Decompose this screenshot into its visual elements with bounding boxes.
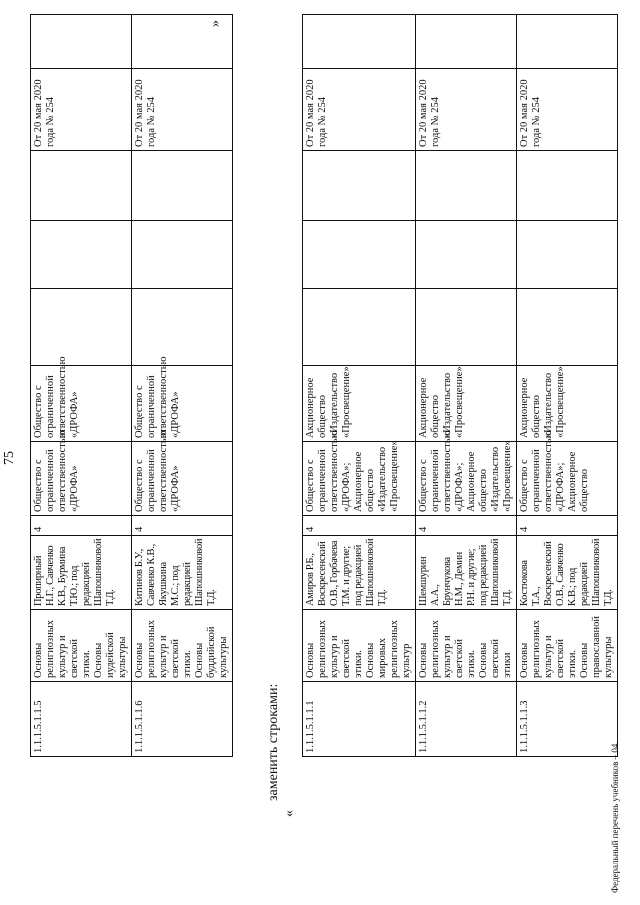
cell-date: От 20 мая 2020 года № 254 [517, 69, 618, 151]
cell-empty [132, 151, 233, 221]
cell-date: От 20 мая 2020 года № 254 [303, 69, 416, 151]
cell-title: Основы религиозных культур и светской этики. Основы буддийской культуры [132, 610, 233, 682]
cell-empty [132, 221, 233, 289]
cell-title: Основы религиозных культур и светской этики. Основы иудейской культуры [31, 610, 132, 682]
cell-grade: 4 [132, 516, 233, 536]
cell-grade: 4 [31, 516, 132, 536]
table-row [517, 15, 618, 757]
cell-code: 1.1.1.5.1.1.2 [416, 682, 517, 757]
cell-authors: Пропирный Н.Г., Савченко К.В., Бурмина Т.Ю.; под редакцией Шапошниковой Т.Д. [31, 536, 132, 610]
cell-rights-holder: Общество с ограниченной ответственностью «ДРОФА» [132, 366, 233, 442]
cell-title: Основы религиозных культур и светской этики. Основы мировых религиозных культур [303, 610, 416, 682]
page-number: 75 [2, 451, 17, 465]
cell-title: Основы религиозных культур и светской этики. Основы православной культуры [517, 610, 618, 682]
table-row [31, 15, 132, 757]
cell-empty [416, 289, 517, 366]
cell-authors: Китинов Б.У., Савченко К.В., Якушкина М.С.; под редакцией Шапошниковой Т.Д. [132, 536, 233, 610]
cell-empty [416, 221, 517, 289]
cell-code: 1.1.1.5.1.1.6 [132, 682, 233, 757]
cell-empty [132, 289, 233, 366]
cell-rights-holder: Акционерное общество «Издательство «Просвещение» [303, 366, 416, 442]
cell-date: От 20 мая 2020 года № 254 [132, 69, 233, 151]
closing-quote: » [208, 20, 223, 27]
cell-empty [517, 289, 618, 366]
table-bottom [302, 14, 618, 757]
opening-quote: « [282, 810, 297, 817]
cell-code: 1.1.1.5.1.1.3 [517, 682, 618, 757]
cell-publisher: Общество с ограниченной ответственностью «ДРОФА»; Акционерное общество «Издательство «Просвещение» [303, 442, 416, 516]
cell-grade: 4 [517, 516, 618, 536]
cell-empty [31, 15, 132, 69]
cell-empty [303, 15, 416, 69]
cell-title: Основы религиозных культур и светской этики. Основы светской этики [416, 610, 517, 682]
cell-empty [303, 221, 416, 289]
cell-publisher: Общество с ограниченной ответственностью «ДРОФА» [31, 442, 132, 516]
cell-empty [517, 151, 618, 221]
cell-publisher: Общество с ограниченной ответственностью «ДРОФА»; Акционерное общество [517, 442, 618, 516]
cell-date: От 20 мая 2020 года № 254 [31, 69, 132, 151]
cell-authors: Костюкова Т.А., Воскресенский О.В., Савченко К.В.; под редакцией Шапошниковой Т.Д. [517, 536, 618, 610]
cell-publisher: Общество с ограниченной ответственностью «ДРОФА»; Акционерное общество «Издательство «Просвещение» [416, 442, 517, 516]
footer-text: Федеральный перечень учебников – 04 [610, 743, 620, 893]
cell-empty [416, 151, 517, 221]
cell-rights-holder: Общество с ограниченной ответственностью «ДРОФА» [31, 366, 132, 442]
cell-authors: Амиров Р.Б., Воскресенский О.В., Горбачева Т.М. и другие; под редакцией Шапошниковой Т.Д. [303, 536, 416, 610]
table-row [132, 15, 233, 757]
cell-rights-holder: Акционерное общество «Издательство «Просвещение» [416, 366, 517, 442]
table-top [30, 14, 233, 757]
cell-date: От 20 мая 2020 года № 254 [416, 69, 517, 151]
cell-empty [517, 221, 618, 289]
cell-empty [416, 15, 517, 69]
table-row [303, 15, 416, 757]
cell-code: 1.1.1.5.1.1.5 [31, 682, 132, 757]
cell-empty [303, 151, 416, 221]
section-heading: заменить строками: [266, 683, 281, 801]
cell-code: 1.1.1.5.1.1.1 [303, 682, 416, 757]
cell-empty [31, 221, 132, 289]
cell-rights-holder: Акционерное общество «Издательство «Просвещение» [517, 366, 618, 442]
table-row [416, 15, 517, 757]
cell-empty [517, 15, 618, 69]
cell-grade: 4 [303, 516, 416, 536]
cell-publisher: Общество с ограниченной ответственностью «ДРОФА» [132, 442, 233, 516]
cell-authors: Шемшурин А.А., Брунчукова Н.М., Демин Р.Н. и другие; под редакцией Шапошниковой Т.Д. [416, 536, 517, 610]
cell-empty [31, 289, 132, 366]
cell-empty [31, 151, 132, 221]
cell-empty [303, 289, 416, 366]
cell-grade: 4 [416, 516, 517, 536]
